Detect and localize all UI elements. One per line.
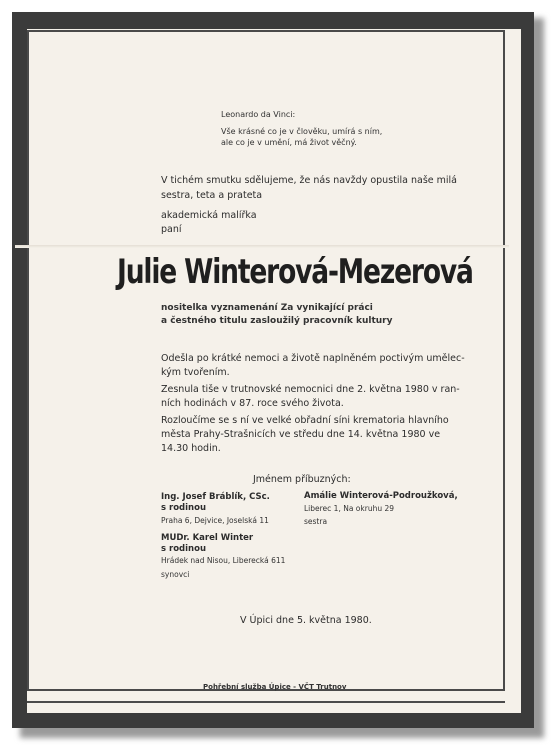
award-line: a čestného titulu zasloužilý pracovník kultury — [161, 316, 393, 326]
profession: akademická malířka — [161, 210, 257, 221]
body-line: Zesnula tiše v trutnovské nemocnici dne 2. května 1980 v ran- — [161, 384, 460, 395]
body-line: ních hodinách v 87. roce svého života. — [161, 398, 344, 409]
relative-relation: synovci — [161, 570, 190, 579]
relative-address: Hrádek nad Nisou, Liberecká 611 — [161, 556, 286, 565]
relative-address: Liberec 1, Na okruhu 29 — [304, 504, 395, 513]
relative-address: Praha 6, Dejvice, Joselská 11 — [161, 516, 269, 525]
award-line: nositelka vyznamenání Za vynikající práci — [161, 303, 373, 313]
body-line: 14.30 hodin. — [161, 443, 221, 454]
body-line: města Prahy-Strašnicích ve středu dne 14. května 1980 ve — [161, 429, 441, 440]
relatives-heading: Jménem příbuzných: — [253, 474, 351, 485]
paper-fold-line — [15, 245, 509, 248]
salutation: paní — [161, 224, 182, 235]
quote-line: Vše krásné co je v člověku, umírá s ním, — [221, 127, 383, 136]
body-line: kým tvořením. — [161, 367, 230, 378]
quote-author: Leonardo da Vinci: — [221, 110, 296, 119]
place-and-date: V Úpici dne 5. května 1980. — [240, 615, 372, 626]
body-line: Rozloučíme se s ní ve velké obřadní síni krematoria hlavního — [161, 415, 449, 426]
quote-line: ale co je v umění, má život věčný. — [221, 138, 357, 147]
footer-divider — [27, 701, 505, 703]
relative-name: Amálie Winterová-Podroužková, — [304, 491, 458, 501]
relative-name: MUDr. Karel Winter — [161, 533, 254, 543]
intro-line: sestra, teta a prateta — [161, 190, 263, 201]
relative-suffix: s rodinou — [161, 544, 206, 554]
footer-funeral-service: Pohřební služba Úpice - VČT Trutnov — [203, 683, 347, 691]
relative-suffix: s rodinou — [161, 503, 206, 513]
body-line: Odešla po krátké nemoci a životě naplněném poctivým umělec- — [161, 353, 465, 364]
deceased-name: Julie Winterová-Mezerová — [117, 252, 473, 292]
relative-name: Ing. Josef Bráblík, CSc. — [161, 492, 270, 502]
intro-line: V tichém smutku sdělujeme, že nás navždy opustila naše milá — [161, 175, 458, 186]
relative-relation: sestra — [304, 517, 328, 526]
